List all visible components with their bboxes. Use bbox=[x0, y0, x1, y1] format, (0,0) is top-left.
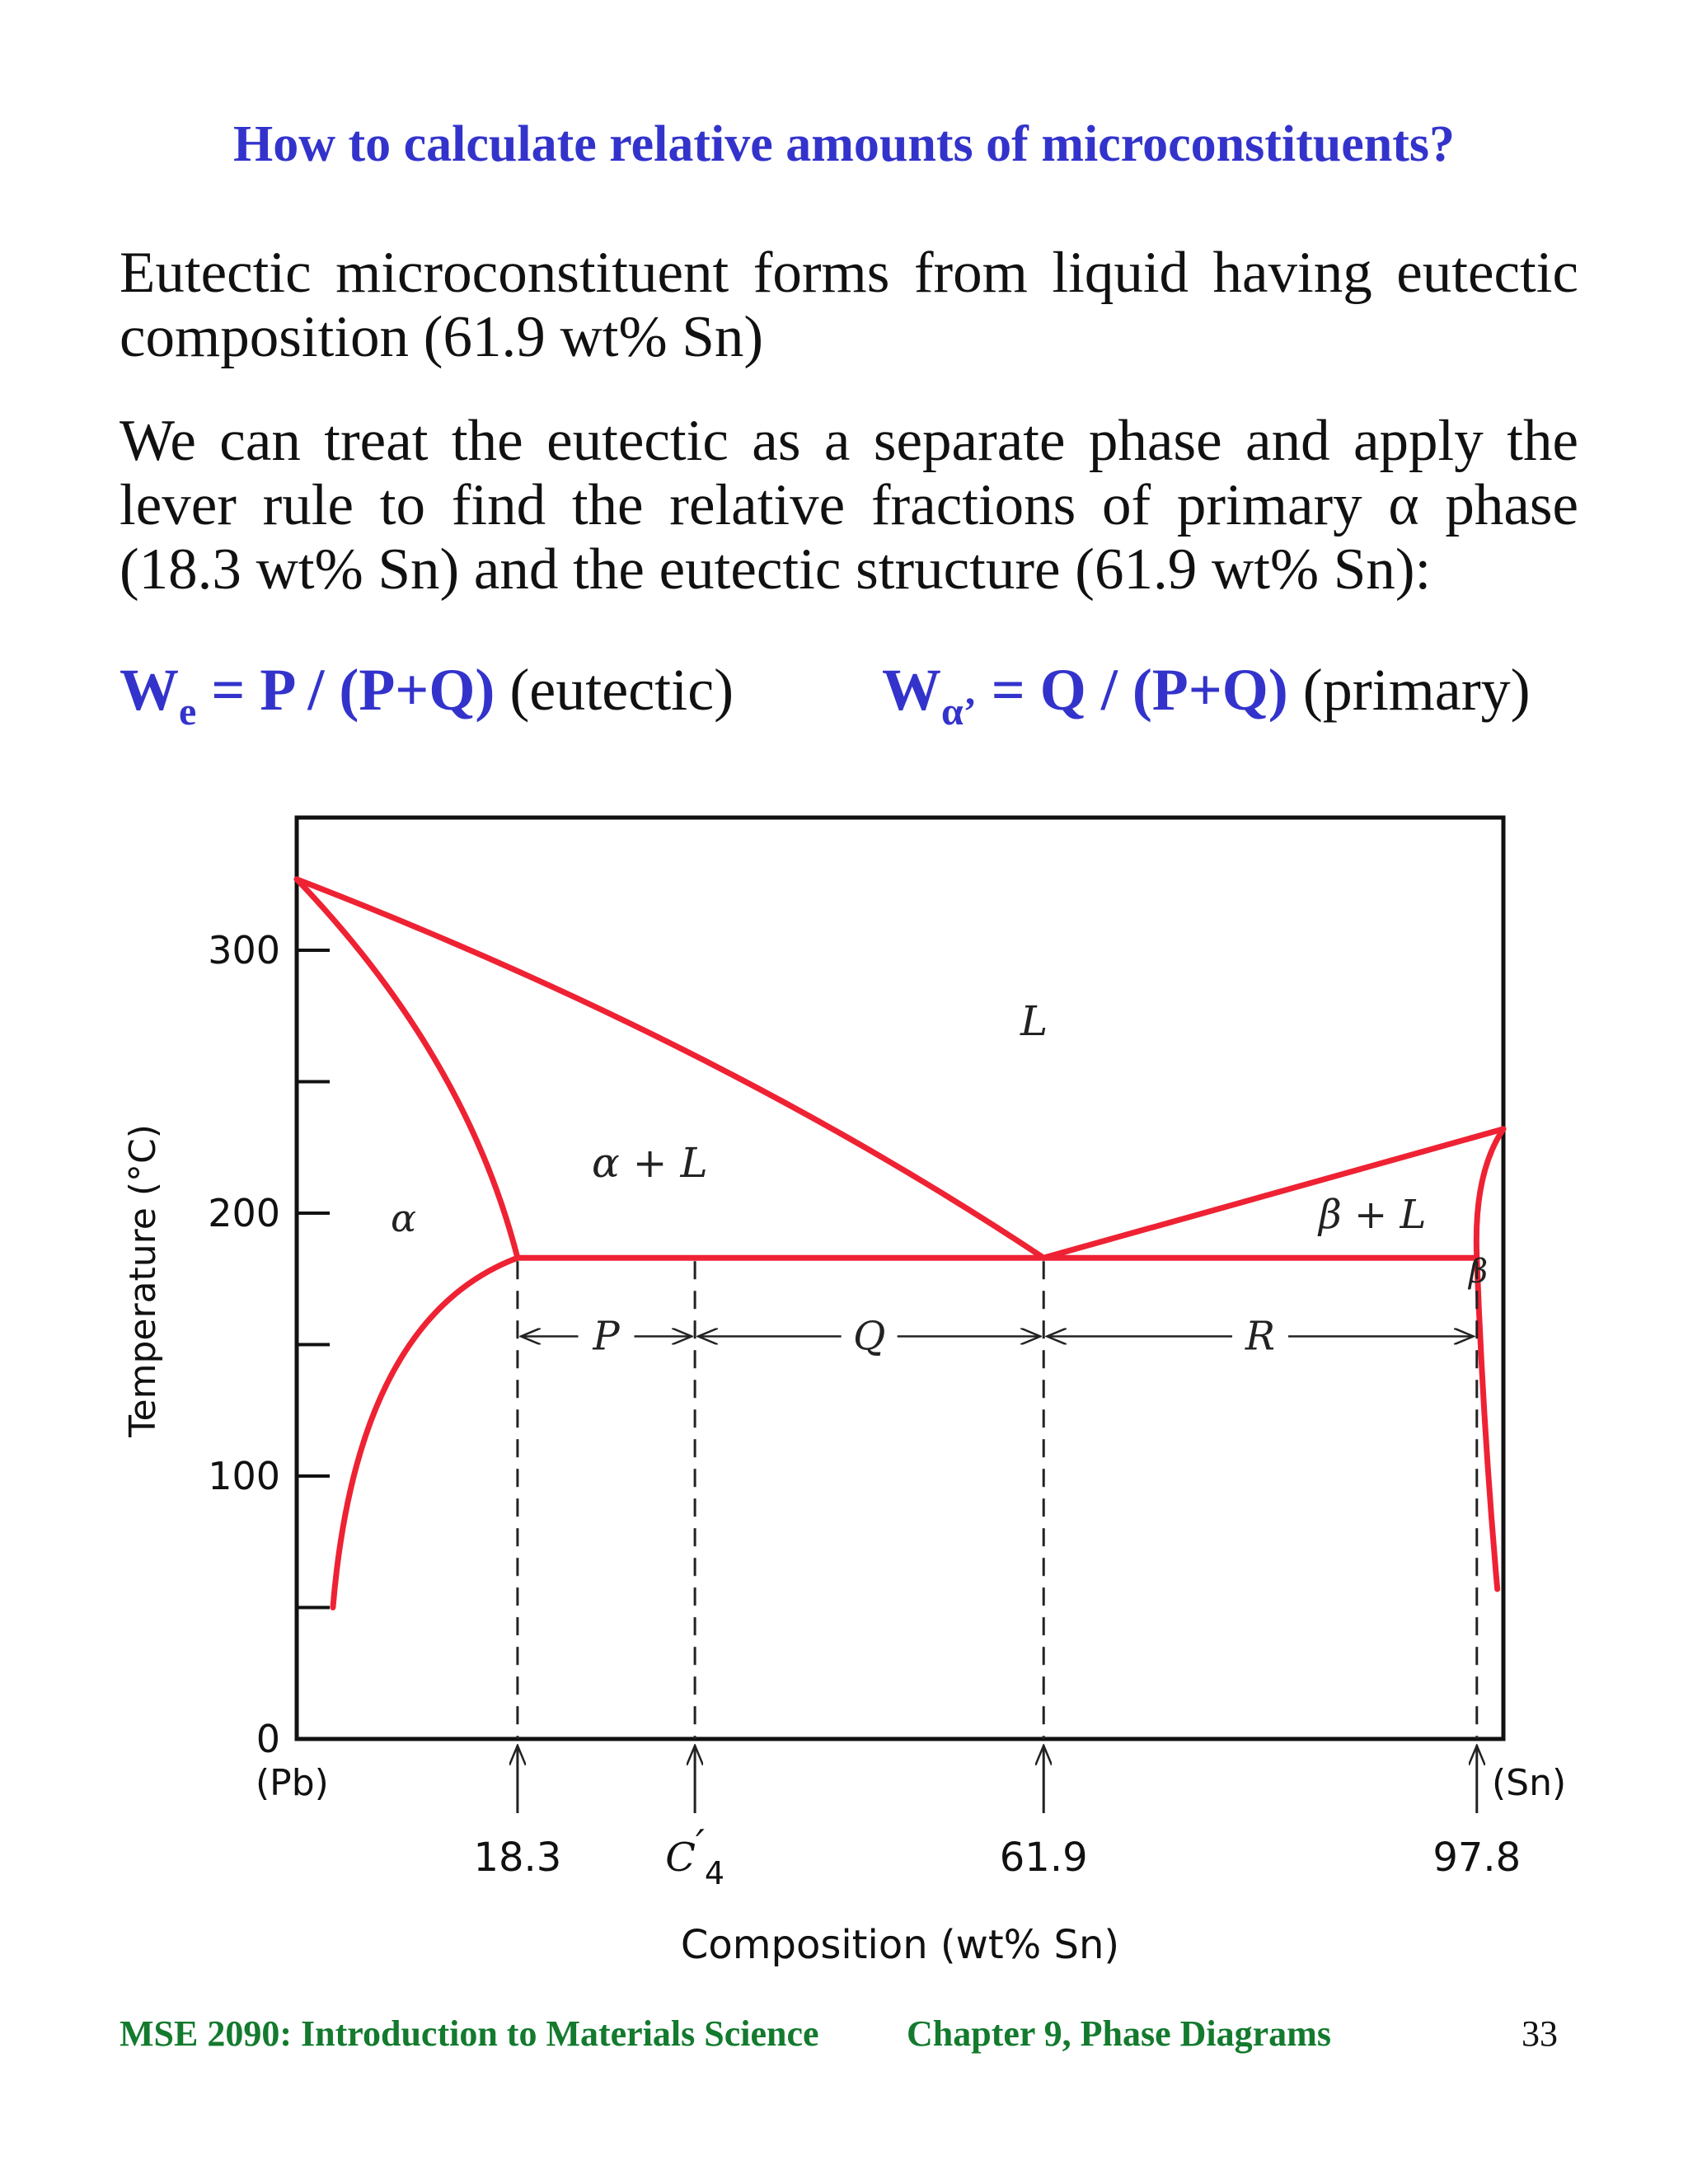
formula-symbol: W bbox=[882, 657, 941, 723]
region-label-alpha: α bbox=[391, 1196, 417, 1240]
formula-symbol: W bbox=[120, 657, 179, 723]
region-label-liquid: L bbox=[1020, 997, 1048, 1045]
y-tick-label: 0 bbox=[256, 1717, 280, 1761]
liquidus-beta-curve bbox=[1043, 1129, 1503, 1258]
y-axis-label: Temperature (°C) bbox=[122, 1124, 164, 1437]
lever-segments bbox=[521, 1314, 1474, 1360]
composition-label: 61.9 bbox=[999, 1835, 1088, 1881]
x-end-label-pb: (Pb) bbox=[256, 1762, 329, 1804]
y-tick-label: 300 bbox=[208, 928, 280, 972]
composition-markers bbox=[473, 1261, 1521, 1891]
page-number: 33 bbox=[1522, 2013, 1558, 2054]
region-label-beta-liquid: β + L bbox=[1319, 1192, 1427, 1238]
formula-note: (eutectic) bbox=[495, 657, 734, 723]
solvus-beta-curve bbox=[1477, 1258, 1498, 1589]
formula-expression: = P / (P+Q) bbox=[196, 657, 495, 723]
lever-segment-label: P bbox=[593, 1313, 620, 1360]
footer-chapter: Chapter 9, Phase Diagrams bbox=[907, 2013, 1331, 2054]
solidus-beta-curve bbox=[1476, 1129, 1503, 1258]
y-axis-ticks bbox=[208, 928, 330, 1761]
paragraph-lever-rule: We can treat the eutectic as a separate phase and apply the lever rule to find the relative fractions of primary α phase (18.3 wt% Sn) and the eutectic structure (61.9 wt% Sn): bbox=[120, 409, 1578, 602]
formula-subscript: α’ bbox=[941, 690, 977, 733]
region-label-beta: β bbox=[1469, 1253, 1489, 1291]
formula-note: (primary) bbox=[1287, 657, 1531, 723]
x-axis-label: Composition (wt% Sn) bbox=[680, 1922, 1120, 1968]
lever-segment-label: Q bbox=[852, 1313, 886, 1360]
composition-label: 97.8 bbox=[1432, 1835, 1522, 1881]
formula-expression: = Q / (P+Q) bbox=[976, 657, 1288, 723]
solvus-alpha-curve bbox=[333, 1258, 518, 1607]
x-end-label-sn: (Sn) bbox=[1492, 1762, 1567, 1804]
y-tick-label: 200 bbox=[208, 1191, 280, 1235]
slide-title: How to calculate relative amounts of microconstituents? bbox=[232, 116, 1456, 172]
lever-segment-label: R bbox=[1245, 1313, 1276, 1360]
paragraph-eutectic-composition: Eutectic microconstituent forms from liquid having eutectic composition (61.9 wt% Sn) bbox=[120, 241, 1578, 369]
y-tick-label: 100 bbox=[208, 1454, 280, 1498]
composition-label: $C'_4$ bbox=[665, 1821, 725, 1891]
composition-label: 18.3 bbox=[473, 1835, 562, 1881]
region-label-alpha-liquid: α + L bbox=[592, 1139, 708, 1187]
formula-subscript: e bbox=[179, 690, 197, 733]
footer-course: MSE 2090: Introduction to Materials Science bbox=[120, 2013, 819, 2054]
phase-boundaries bbox=[297, 879, 1503, 1608]
